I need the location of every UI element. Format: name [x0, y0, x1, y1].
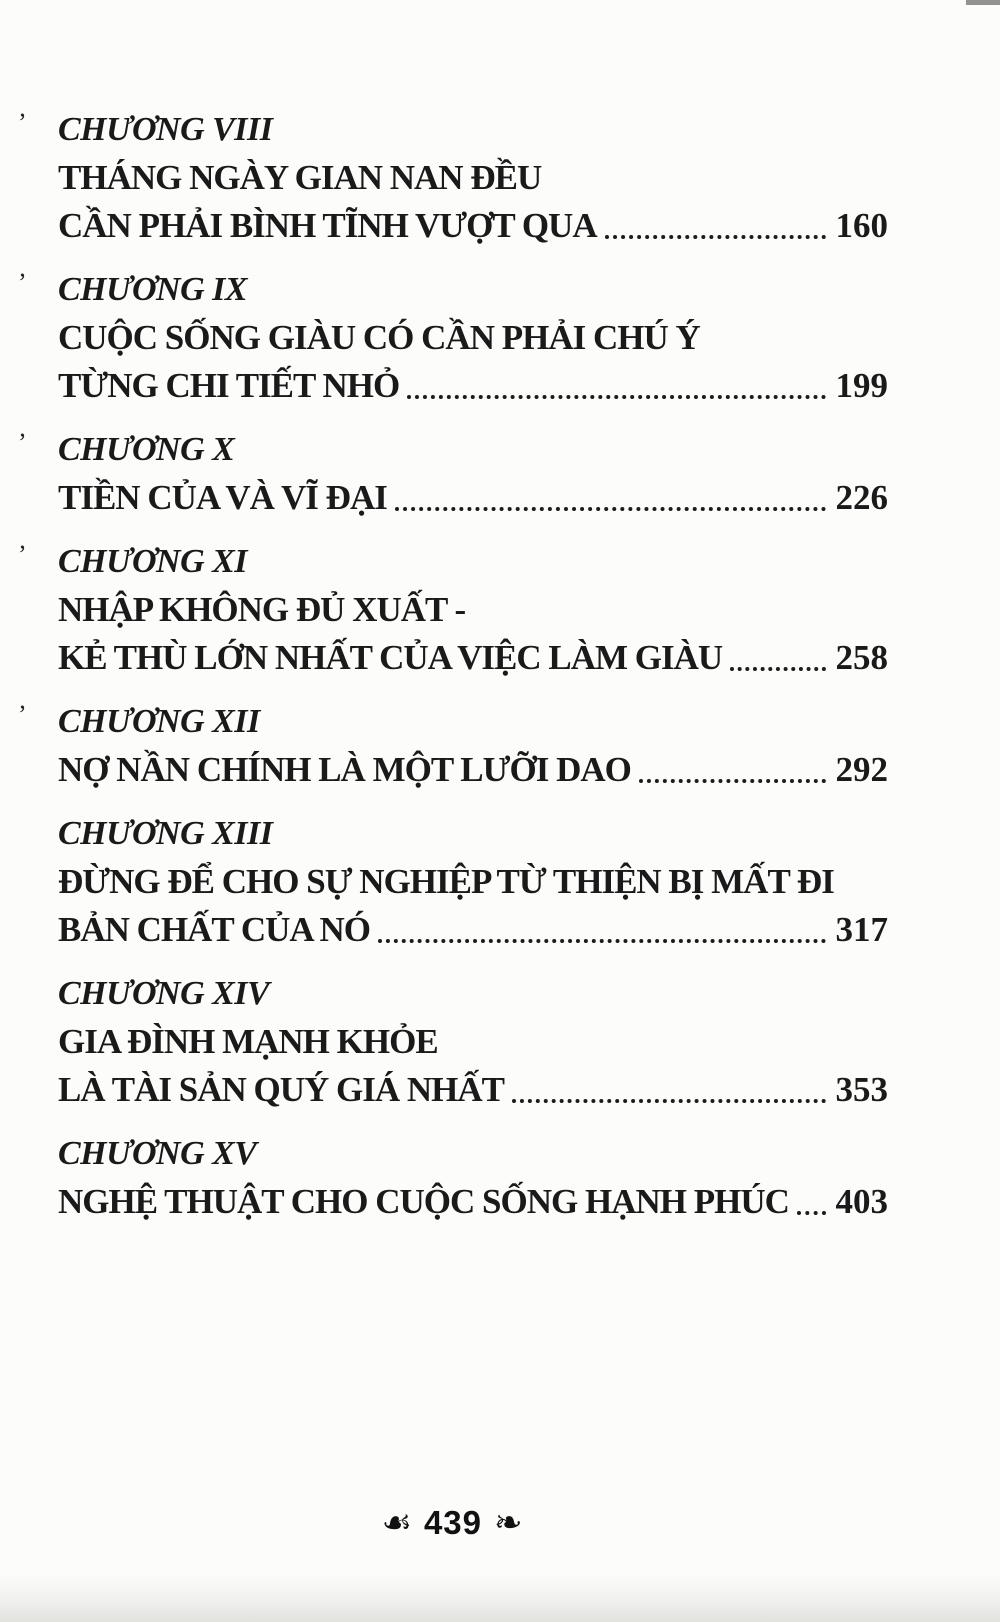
margin-tick-icon: ’ [18, 540, 27, 569]
margin-tick-icon: ’ [18, 428, 27, 457]
toc-entry-chapter-ix [18, 266, 888, 410]
scan-edge-shadow [0, 1574, 1000, 1622]
margin-tick-icon: ’ [18, 700, 27, 729]
chapter-title-line: CẦN PHẢI BÌNH TĨNH VƯỢT QUA [58, 206, 597, 245]
dot-leader [639, 779, 826, 783]
dot-leader [797, 1211, 826, 1215]
chapter-page-number: 258 [835, 638, 888, 677]
chapter-title-line: LÀ TÀI SẢN QUÝ GIÁ NHẤT [58, 1070, 505, 1109]
chapter-title-line: NHẬP KHÔNG ĐỦ XUẤT - [58, 590, 466, 629]
chapter-title-line: KẺ THÙ LỚN NHẤT CỦA VIỆC LÀM GIÀU [58, 638, 723, 677]
chapter-title-line: GIA ĐÌNH MẠNH KHỎE [58, 1022, 438, 1061]
toc-entry-chapter-xiii [58, 810, 888, 954]
chapter-heading: CHƯƠNG X [58, 431, 235, 468]
page-footer [0, 1504, 952, 1542]
toc-entry-chapter-xv [58, 1130, 888, 1226]
chapter-title-leader-row [58, 362, 888, 410]
chapter-title-leader-row [58, 474, 888, 522]
dot-leader [407, 395, 825, 399]
chapter-title-line: BẢN CHẤT CỦA NÓ [58, 910, 371, 949]
margin-tick-icon: ’ [18, 268, 27, 297]
chapter-heading: CHƯƠNG XI [58, 543, 248, 580]
dot-leader [378, 939, 825, 943]
chapter-title-line: TIỀN CỦA VÀ VĨ ĐẠI [58, 478, 387, 517]
chapter-title-leader-row [58, 906, 888, 954]
dot-leader [730, 667, 825, 671]
chapter-heading: CHƯƠNG XII [58, 703, 260, 740]
chapter-title-leader-row [58, 202, 888, 250]
chapter-title-line: THÁNG NGÀY GIAN NAN ĐỀU [58, 158, 542, 197]
chapter-title-line: ĐỪNG ĐỂ CHO SỰ NGHIỆP TỪ THIỆN BỊ MẤT ĐI [58, 862, 834, 901]
chapter-page-number: 353 [835, 1070, 888, 1109]
floral-flourish-right-icon: ❧ [494, 1503, 523, 1543]
toc-entry-chapter-xiv [58, 970, 888, 1114]
dot-leader [512, 1099, 825, 1103]
chapter-heading: CHƯƠNG XIV [58, 975, 270, 1012]
chapter-heading: CHƯƠNG IX [58, 271, 248, 308]
chapter-page-number: 317 [835, 910, 888, 949]
toc-entry-chapter-xii [18, 698, 888, 794]
chapter-page-number: 160 [835, 206, 888, 245]
folio-page-number: 439 [423, 1504, 483, 1541]
chapter-heading: CHƯƠNG XIII [58, 815, 273, 852]
chapter-title-leader-row [58, 634, 888, 682]
chapter-title-leader-row [58, 1066, 888, 1114]
chapter-heading: CHƯƠNG XV [58, 1135, 257, 1172]
chapter-page-number: 199 [835, 366, 888, 405]
margin-tick-icon: ’ [18, 108, 27, 137]
dot-leader [395, 507, 826, 511]
chapter-heading: CHƯƠNG VIII [58, 111, 273, 148]
chapter-title-line: TỪNG CHI TIẾT NHỎ [58, 366, 400, 405]
chapter-title-leader-row [58, 746, 888, 794]
toc-entry-chapter-x [18, 426, 888, 522]
chapter-title-leader-row [58, 1178, 888, 1226]
chapter-title-line: CUỘC SỐNG GIÀU CÓ CẦN PHẢI CHÚ Ý [58, 318, 700, 357]
toc-entry-chapter-xi [18, 538, 888, 682]
chapter-title-line: NGHỆ THUẬT CHO CUỘC SỐNG HẠNH PHÚC [58, 1182, 789, 1221]
chapter-page-number: 403 [835, 1182, 888, 1221]
chapter-page-number: 226 [835, 478, 888, 517]
dot-leader [605, 235, 826, 239]
chapter-title-line: NỢ NẦN CHÍNH LÀ MỘT LƯỠI DAO [58, 750, 631, 789]
toc-entry-chapter-viii [18, 106, 888, 250]
floral-flourish-left-icon: ☙ [381, 1503, 412, 1543]
chapter-page-number: 292 [835, 750, 888, 789]
